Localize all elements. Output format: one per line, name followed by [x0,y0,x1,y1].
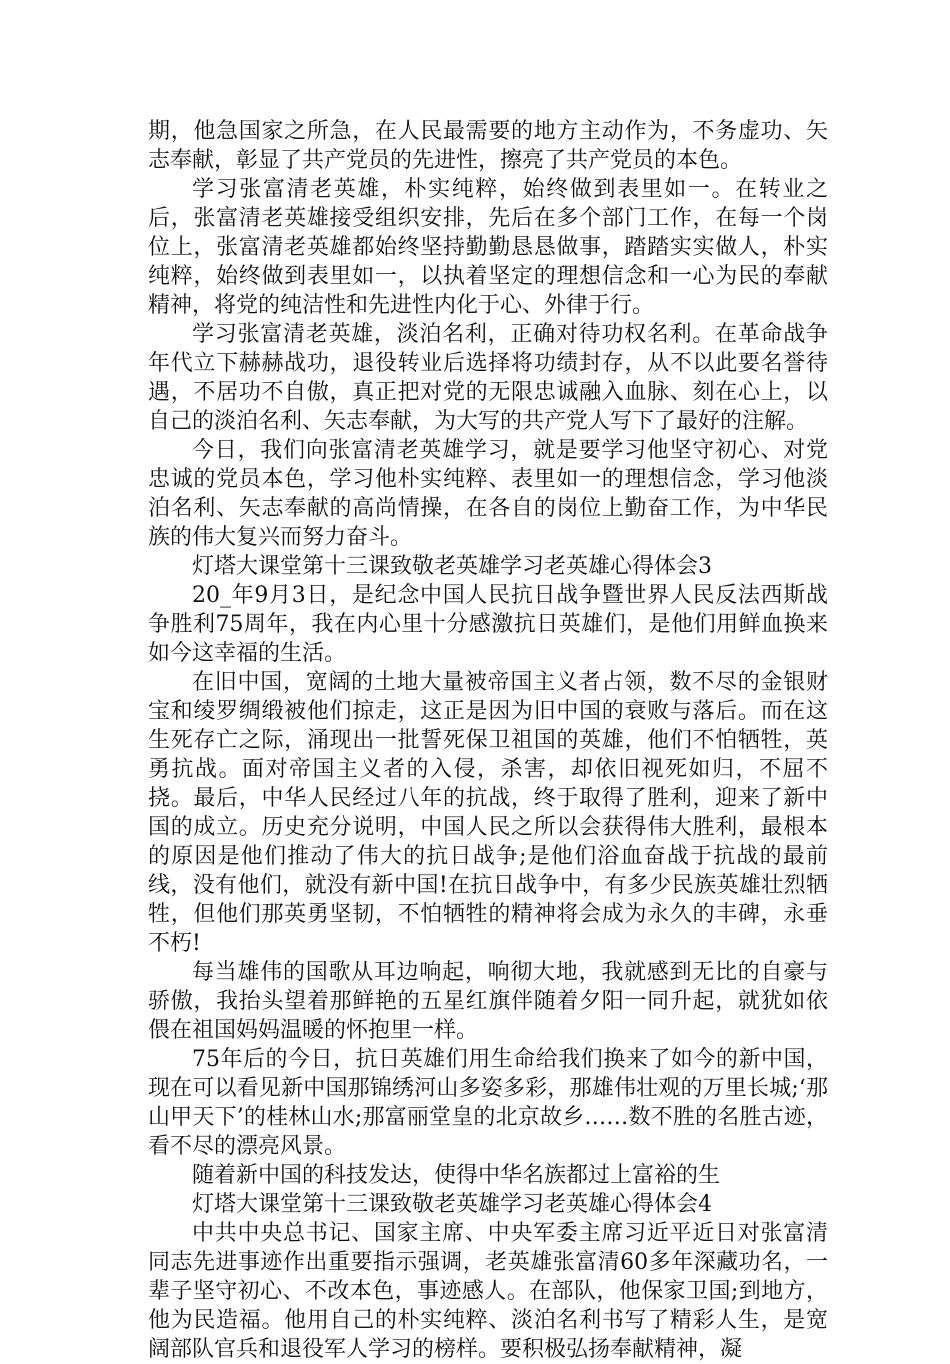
paragraph-10: 中共中央总书记、国家主席、中央军委主席习近平近日对张富清同志先进事迹作出重要指示强调，老英雄张富清60多年深藏功名，一辈子坚守初心、不改本色，事迹感人。在部队，他保家卫国;到地方，他为民造福。他用自己的朴实纯粹、淡泊名利书写了精彩人生，是宽阔部队官兵和退役军人学习的榜样。要积极弘扬奉献精神，凝 [148,1221,828,1362]
paragraph-2: 学习张富清老英雄，朴实纯粹，始终做到表里如一。在转业之后，张富清老英雄接受组织安排，先后在多个部门工作，在每一个岗位上，张富清老英雄都始终坚持勤勤恳恳做事，踏踏实实做人，朴实纯粹，始终做到表里如一，以执着坚定的理想信念和一心为民的奉献精神，将党的纯洁性和先进性内化于心、外律于行。 [148,177,828,318]
section-heading-3: 灯塔大课堂第十三课致敬老英雄学习老英雄心得体会3 [192,554,712,579]
paragraph-3: 学习张富清老英雄，淡泊名利，正确对待功权名利。在革命战争年代立下赫赫战功，退役转业后选择将功绩封存，从不以此要名誉待遇，不居功不自傲，真正把对党的无限忠诚融入血脉、刻在心上，以自己的淡泊名利、矢志奉献，为大写的共产党人写下了最好的注解。 [148,322,828,434]
paragraph-9: 随着新中国的科技发达，使得中华名族都过上富裕的生 [192,1163,721,1188]
paragraph-8: 75年后的今日，抗日英雄们用生命给我们换来了如今的新中国，现在可以看见新中国那锦绣河山多姿多彩，那雄伟壮观的万里长城;‘那山甲天下’的桂林山水;那富丽堂皇的北京故乡……数不胜的名胜古迹，看不尽的漂亮风景。 [148,1047,828,1159]
paragraph-7: 每当雄伟的国歌从耳边响起，响彻大地，我就感到无比的自豪与骄傲，我抬头望着那鲜艳的五星红旗伴随着夕阳一同升起，就犹如依偎在祖国妈妈温暖的怀抱里一样。 [148,960,828,1043]
paragraph-1: 期，他急国家之所急，在人民最需要的地方主动作为，不务虚功、矢志奉献，彰显了共产党员的先进性，擦亮了共产党员的本色。 [148,119,828,173]
paragraph-5: 20_年9月3日，是纪念中国人民抗日战争暨世界人民反法西斯战争胜利75周年，我在内心里十分感激抗日英雄们，是他们用鲜血换来如今这幸福的生活。 [148,583,828,666]
paragraph-6: 在旧中国，宽阔的土地大量被帝国主义者占领，数不尽的金银财宝和绫罗绸缎被他们掠走，这正是因为旧中国的衰败与落后。而在这生死存亡之际，涌现出一批誓死保卫祖国的英雄，他们不怕牺牲，英勇抗战。面对帝国主义者的入侵，杀害，却依旧视死如归，不屈不挠。最后，中华人民经过八年的抗战，终于取得了胜利，迎来了新中国的成立。历史充分说明，中国人民之所以会获得伟大胜利，最根本的原因是他们推动了伟大的抗日战争;是他们浴血奋战于抗战的最前线，没有他们，就没有新中国!在抗日战争中，有多少民族英雄壮烈牺牲，但他们那英勇坚韧，不怕牺牲的精神将会成为永久的丰碑，永垂不朽! [148,670,828,956]
document-body [148,117,828,1364]
section-heading-4: 灯塔大课堂第十三课致敬老英雄学习老英雄心得体会4 [192,1192,712,1217]
paragraph-4: 今日，我们向张富清老英雄学习，就是要学习他坚守初心、对党忠诚的党员本色，学习他朴实纯粹、表里如一的理想信念，学习他淡泊名利、矢志奉献的高尚情操，在各自的岗位上勤奋工作，为中华民族的伟大复兴而努力奋斗。 [148,438,828,550]
